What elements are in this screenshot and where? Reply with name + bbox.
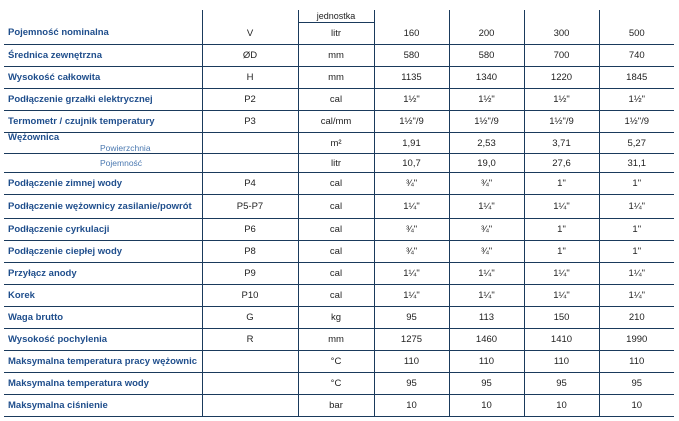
- row-label: Podłączenie cyrkulacji: [4, 219, 202, 241]
- row-label: Podłączenie wężownicy zasilanie/powrót: [4, 195, 202, 219]
- row-value-1: 580: [374, 45, 449, 67]
- row-label: [4, 133, 202, 154]
- table-row: [4, 307, 674, 329]
- row-value-3: 300: [524, 23, 599, 45]
- row-value-2: 19,0: [449, 154, 524, 173]
- row-value-4: 10: [599, 395, 674, 417]
- table-row: [4, 23, 674, 45]
- row-symbol: P9: [202, 263, 298, 285]
- row-value-4: 1¼": [599, 285, 674, 307]
- row-value-2: ¾": [449, 173, 524, 195]
- row-value-1: 1¼": [374, 195, 449, 219]
- row-unit: kg: [298, 307, 374, 329]
- row-value-3: 27,6: [524, 154, 599, 173]
- row-unit: mm: [298, 67, 374, 89]
- row-unit: mm: [298, 329, 374, 351]
- row-value-1: 1¼": [374, 285, 449, 307]
- row-unit: cal: [298, 263, 374, 285]
- row-unit: cal: [298, 89, 374, 111]
- row-unit: cal: [298, 173, 374, 195]
- row-symbol: P10: [202, 285, 298, 307]
- row-symbol: V: [202, 23, 298, 45]
- table-row: [4, 195, 674, 219]
- table-row: [4, 67, 674, 89]
- row-unit: cal: [298, 195, 374, 219]
- row-symbol: P3: [202, 111, 298, 133]
- table-row: [4, 329, 674, 351]
- row-value-1: 1½": [374, 89, 449, 111]
- row-value-3: 95: [524, 373, 599, 395]
- row-value-2: 1¼": [449, 195, 524, 219]
- row-value-1: 1½"/9: [374, 111, 449, 133]
- header-row: [4, 10, 674, 23]
- row-unit: cal: [298, 219, 374, 241]
- header-label-cell: [4, 10, 202, 23]
- table-row: [4, 395, 674, 417]
- header-col-1: [374, 10, 449, 23]
- row-value-3: 1": [524, 241, 599, 263]
- table-row: [4, 111, 674, 133]
- row-unit: litr: [298, 154, 374, 173]
- row-value-4: 740: [599, 45, 674, 67]
- row-label: Podłączenie grzałki elektrycznej: [4, 89, 202, 111]
- row-value-3: 1220: [524, 67, 599, 89]
- row-unit: cal: [298, 241, 374, 263]
- row-symbol: G: [202, 307, 298, 329]
- row-label: [4, 154, 202, 173]
- spec-table: [4, 10, 674, 417]
- row-value-3: 1½": [524, 89, 599, 111]
- row-unit: litr: [298, 23, 374, 45]
- row-sublabel: Powierzchnia: [100, 143, 151, 153]
- table-row: [4, 219, 674, 241]
- table-row: [4, 285, 674, 307]
- row-sublabel: Pojemność: [100, 158, 143, 168]
- row-value-2: 95: [449, 373, 524, 395]
- table-row: [4, 173, 674, 195]
- row-value-1: 1¼": [374, 263, 449, 285]
- row-label: Wysokość pochylenia: [4, 329, 202, 351]
- table-row: [4, 45, 674, 67]
- row-value-4: 1": [599, 173, 674, 195]
- row-value-1: ¾": [374, 173, 449, 195]
- table-row: [4, 154, 674, 173]
- table-row: [4, 241, 674, 263]
- row-value-4: 1": [599, 241, 674, 263]
- row-value-3: 10: [524, 395, 599, 417]
- row-value-2: ¾": [449, 219, 524, 241]
- row-value-4: 31,1: [599, 154, 674, 173]
- row-symbol: R: [202, 329, 298, 351]
- row-symbol: [202, 351, 298, 373]
- row-symbol: P6: [202, 219, 298, 241]
- row-value-1: 95: [374, 373, 449, 395]
- row-value-3: 3,71: [524, 133, 599, 154]
- table-row: [4, 351, 674, 373]
- row-value-2: 580: [449, 45, 524, 67]
- row-symbol: P5-P7: [202, 195, 298, 219]
- row-value-3: 700: [524, 45, 599, 67]
- row-value-1: 1275: [374, 329, 449, 351]
- row-value-4: 1¼": [599, 263, 674, 285]
- row-value-3: 1½"/9: [524, 111, 599, 133]
- row-value-4: 1¼": [599, 195, 674, 219]
- row-symbol: P2: [202, 89, 298, 111]
- table-row: [4, 89, 674, 111]
- row-value-3: 1410: [524, 329, 599, 351]
- header-col-2: [449, 10, 524, 23]
- row-symbol: ØD: [202, 45, 298, 67]
- row-unit: mm: [298, 45, 374, 67]
- row-value-4: 95: [599, 373, 674, 395]
- row-symbol: P4: [202, 173, 298, 195]
- row-value-1: 10: [374, 395, 449, 417]
- row-label: Wysokość całkowita: [4, 67, 202, 89]
- row-value-2: 1½"/9: [449, 111, 524, 133]
- header-symbol-cell: [202, 10, 298, 23]
- row-value-1: 160: [374, 23, 449, 45]
- row-symbol: [202, 395, 298, 417]
- row-symbol: [202, 373, 298, 395]
- row-label: Termometr / czujnik temperatury: [4, 111, 202, 133]
- table-row: [4, 133, 674, 154]
- row-symbol: [202, 154, 298, 173]
- row-value-4: 1½": [599, 89, 674, 111]
- row-value-4: 1845: [599, 67, 674, 89]
- header-unit-cell: jednostka: [298, 10, 374, 23]
- row-label-main: Wężownica: [8, 132, 60, 143]
- row-label: Maksymalna ciśnienie: [4, 395, 202, 417]
- row-value-2: 10: [449, 395, 524, 417]
- row-label: Maksymalna temperatura wody: [4, 373, 202, 395]
- row-unit: cal: [298, 285, 374, 307]
- row-label: Podłączenie ciepłej wody: [4, 241, 202, 263]
- row-value-1: 1,91: [374, 133, 449, 154]
- row-value-1: ¾": [374, 219, 449, 241]
- row-value-2: 1¼": [449, 263, 524, 285]
- row-value-4: 5,27: [599, 133, 674, 154]
- row-unit: cal/mm: [298, 111, 374, 133]
- row-value-2: 2,53: [449, 133, 524, 154]
- row-value-2: 1¼": [449, 285, 524, 307]
- row-symbol: H: [202, 67, 298, 89]
- row-value-3: 1": [524, 173, 599, 195]
- row-value-2: 1460: [449, 329, 524, 351]
- row-label: Pojemność nominalna: [4, 23, 202, 45]
- row-label: Podłączenie zimnej wody: [4, 173, 202, 195]
- row-value-3: 1¼": [524, 263, 599, 285]
- row-value-1: 95: [374, 307, 449, 329]
- row-value-2: 113: [449, 307, 524, 329]
- row-symbol: [202, 133, 298, 154]
- row-value-1: 1135: [374, 67, 449, 89]
- row-value-3: 1": [524, 219, 599, 241]
- row-value-4: 210: [599, 307, 674, 329]
- row-label: Waga brutto: [4, 307, 202, 329]
- row-label: Średnica zewnętrzna: [4, 45, 202, 67]
- row-value-4: 1½"/9: [599, 111, 674, 133]
- row-value-2: ¾": [449, 241, 524, 263]
- row-value-4: 110: [599, 351, 674, 373]
- row-value-4: 1": [599, 219, 674, 241]
- row-value-3: 110: [524, 351, 599, 373]
- row-value-3: 1¼": [524, 285, 599, 307]
- header-col-4: [599, 10, 674, 23]
- row-value-4: 1990: [599, 329, 674, 351]
- row-symbol: P8: [202, 241, 298, 263]
- row-value-3: 150: [524, 307, 599, 329]
- row-label: Maksymalna temperatura pracy wężownic: [4, 351, 202, 373]
- table-row: [4, 263, 674, 285]
- row-unit: °C: [298, 351, 374, 373]
- row-value-2: 110: [449, 351, 524, 373]
- header-col-3: [524, 10, 599, 23]
- row-value-4: 500: [599, 23, 674, 45]
- row-value-2: 1½": [449, 89, 524, 111]
- row-value-1: ¾": [374, 241, 449, 263]
- row-value-2: 200: [449, 23, 524, 45]
- row-label: Przyłącz anody: [4, 263, 202, 285]
- table-row: [4, 373, 674, 395]
- row-unit: bar: [298, 395, 374, 417]
- row-value-3: 1¼": [524, 195, 599, 219]
- row-unit: m²: [298, 133, 374, 154]
- row-value-2: 1340: [449, 67, 524, 89]
- row-value-1: 110: [374, 351, 449, 373]
- row-unit: °C: [298, 373, 374, 395]
- row-value-1: 10,7: [374, 154, 449, 173]
- row-label: Korek: [4, 285, 202, 307]
